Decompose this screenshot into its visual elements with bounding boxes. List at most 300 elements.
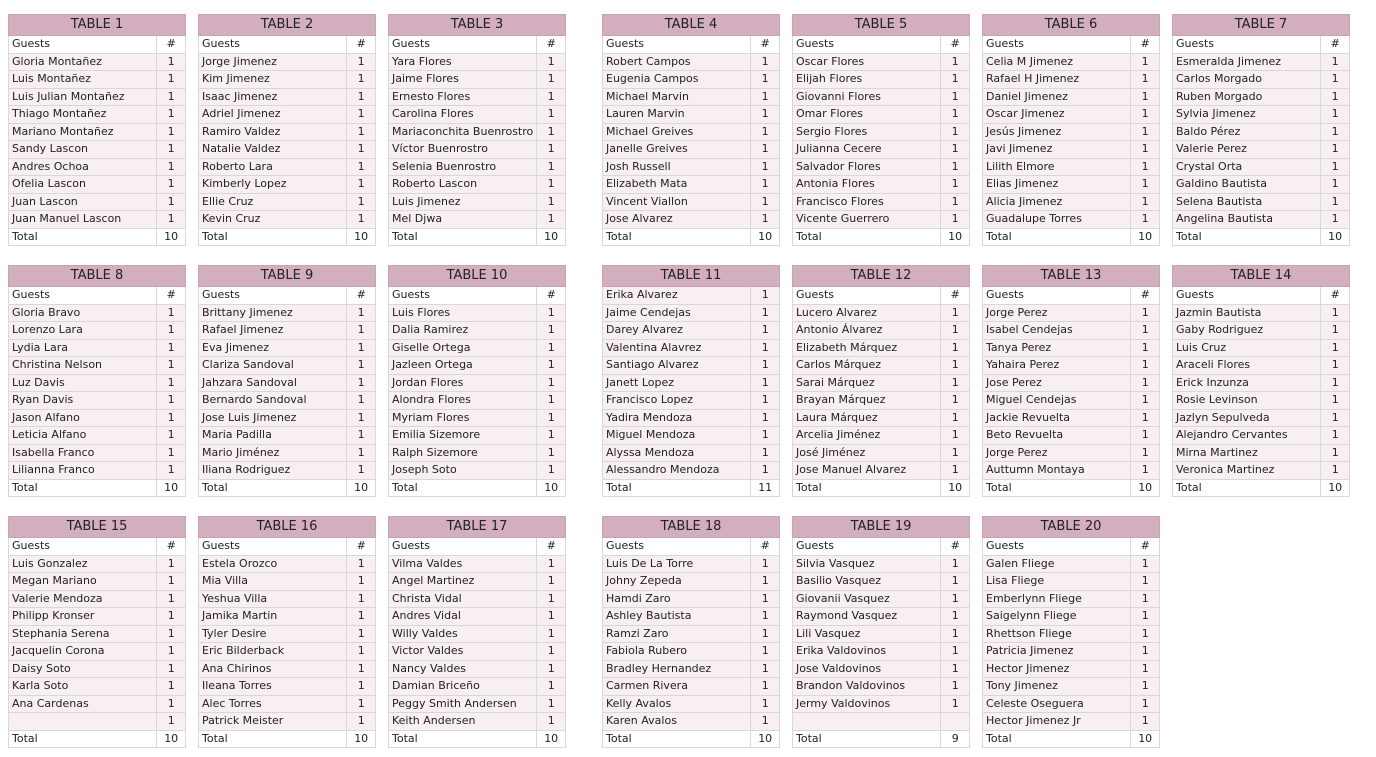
guest-name-cell[interactable]: Sylvia Jimenez xyxy=(1173,106,1321,124)
guest-name-cell[interactable]: Arcelia Jiménez xyxy=(793,427,941,445)
guest-count-cell[interactable]: 10 xyxy=(347,228,376,246)
guest-name-cell[interactable]: Rafael Jimenez xyxy=(199,322,347,340)
guest-count-cell[interactable]: 10 xyxy=(537,730,566,748)
guest-name-cell[interactable]: Sergio Flores xyxy=(793,123,941,141)
guest-count-cell[interactable]: 1 xyxy=(537,427,566,445)
guest-count-cell[interactable]: 1 xyxy=(157,158,186,176)
guest-name-cell[interactable]: Janelle Greives xyxy=(603,141,751,159)
guest-count-cell[interactable]: 1 xyxy=(751,695,780,713)
guest-name-cell[interactable]: Julianna Cecere xyxy=(793,141,941,159)
guest-count-cell[interactable] xyxy=(941,713,970,731)
guest-name-cell[interactable]: Yeshua Villa xyxy=(199,590,347,608)
guest-name-cell[interactable]: Guests xyxy=(389,287,537,305)
guest-name-cell[interactable]: Total xyxy=(603,479,751,497)
guest-name-cell[interactable]: Giovanni Flores xyxy=(793,88,941,106)
guest-name-cell[interactable]: Andres Vidal xyxy=(389,608,537,626)
guest-name-cell[interactable]: Erick Inzunza xyxy=(1173,374,1321,392)
guest-count-cell[interactable]: 1 xyxy=(1321,141,1350,159)
guest-count-cell[interactable]: # xyxy=(1321,287,1350,305)
guest-name-cell[interactable]: Nancy Valdes xyxy=(389,660,537,678)
guest-name-cell[interactable]: Guests xyxy=(1173,287,1321,305)
guest-name-cell[interactable]: Willy Valdes xyxy=(389,625,537,643)
guest-count-cell[interactable]: 1 xyxy=(751,392,780,410)
guest-count-cell[interactable]: 10 xyxy=(1321,228,1350,246)
guest-count-cell[interactable]: 1 xyxy=(347,322,376,340)
guest-count-cell[interactable]: # xyxy=(347,287,376,305)
guest-name-cell[interactable]: Jaime Cendejas xyxy=(603,304,751,322)
guest-name-cell[interactable]: Robert Campos xyxy=(603,53,751,71)
guest-name-cell[interactable]: Lisa Fliege xyxy=(983,573,1131,591)
guest-name-cell[interactable]: Total xyxy=(1173,479,1321,497)
guest-name-cell[interactable]: Carolina Flores xyxy=(389,106,537,124)
guest-count-cell[interactable]: 1 xyxy=(941,374,970,392)
guest-name-cell[interactable]: Daniel Jimenez xyxy=(983,88,1131,106)
guest-count-cell[interactable]: 1 xyxy=(1131,176,1160,194)
guest-count-cell[interactable]: 1 xyxy=(1131,374,1160,392)
guest-name-cell[interactable]: Iliana Rodriguez xyxy=(199,462,347,480)
guest-count-cell[interactable]: 1 xyxy=(1321,211,1350,229)
guest-count-cell[interactable]: 1 xyxy=(1131,713,1160,731)
guest-name-cell[interactable]: Josh Russell xyxy=(603,158,751,176)
guest-name-cell[interactable]: Laura Márquez xyxy=(793,409,941,427)
guest-name-cell[interactable]: Selena Bautista xyxy=(1173,193,1321,211)
guest-count-cell[interactable]: 1 xyxy=(941,573,970,591)
guest-name-cell[interactable]: Guests xyxy=(793,538,941,556)
guest-name-cell[interactable]: Guests xyxy=(199,287,347,305)
guest-count-cell[interactable]: 1 xyxy=(157,193,186,211)
guest-name-cell[interactable]: Guadalupe Torres xyxy=(983,211,1131,229)
guest-name-cell[interactable]: Jackie Revuelta xyxy=(983,409,1131,427)
guest-count-cell[interactable]: 1 xyxy=(157,304,186,322)
guest-name-cell[interactable]: Mirna Martinez xyxy=(1173,444,1321,462)
guest-name-cell[interactable]: Yadira Mendoza xyxy=(603,409,751,427)
guest-count-cell[interactable]: 1 xyxy=(941,304,970,322)
guest-count-cell[interactable]: 1 xyxy=(1321,106,1350,124)
guest-name-cell[interactable]: Lauren Marvin xyxy=(603,106,751,124)
guest-name-cell[interactable]: Saigelynn Fliege xyxy=(983,608,1131,626)
guest-count-cell[interactable]: 1 xyxy=(347,141,376,159)
guest-count-cell[interactable]: 1 xyxy=(1131,339,1160,357)
guest-count-cell[interactable]: 1 xyxy=(157,141,186,159)
guest-count-cell[interactable]: 1 xyxy=(751,678,780,696)
guest-count-cell[interactable]: 1 xyxy=(1321,322,1350,340)
guest-name-cell[interactable]: Total xyxy=(793,479,941,497)
guest-count-cell[interactable]: 1 xyxy=(157,88,186,106)
guest-name-cell[interactable]: Angel Martinez xyxy=(389,573,537,591)
guest-count-cell[interactable]: 1 xyxy=(751,409,780,427)
guest-name-cell[interactable]: Jose Luis Jimenez xyxy=(199,409,347,427)
guest-count-cell[interactable]: 1 xyxy=(537,409,566,427)
guest-name-cell[interactable]: Alec Torres xyxy=(199,695,347,713)
guest-name-cell[interactable]: Erika Alvarez xyxy=(603,287,751,305)
guest-name-cell[interactable]: Victor Valdes xyxy=(389,643,537,661)
guest-count-cell[interactable]: 1 xyxy=(941,608,970,626)
guest-name-cell[interactable]: Stephania Serena xyxy=(9,625,157,643)
guest-count-cell[interactable]: 1 xyxy=(1321,193,1350,211)
guest-count-cell[interactable]: 1 xyxy=(751,106,780,124)
guest-count-cell[interactable]: 10 xyxy=(751,730,780,748)
guest-count-cell[interactable]: 1 xyxy=(941,322,970,340)
guest-count-cell[interactable]: 1 xyxy=(347,427,376,445)
guest-count-cell[interactable]: 1 xyxy=(537,555,566,573)
guest-name-cell[interactable]: Guests xyxy=(603,36,751,54)
guest-name-cell[interactable]: Jose Valdovinos xyxy=(793,660,941,678)
guest-name-cell[interactable]: Darey Alvarez xyxy=(603,322,751,340)
guest-name-cell[interactable]: Santiago Alvarez xyxy=(603,357,751,375)
guest-count-cell[interactable]: 1 xyxy=(751,713,780,731)
guest-count-cell[interactable]: 1 xyxy=(157,444,186,462)
guest-name-cell[interactable]: Oscar Jimenez xyxy=(983,106,1131,124)
guest-count-cell[interactable]: 10 xyxy=(157,228,186,246)
guest-count-cell[interactable]: 1 xyxy=(1131,71,1160,89)
guest-count-cell[interactable]: 1 xyxy=(157,625,186,643)
guest-count-cell[interactable]: 1 xyxy=(941,392,970,410)
guest-name-cell[interactable]: Ryan Davis xyxy=(9,392,157,410)
guest-count-cell[interactable]: 1 xyxy=(1321,158,1350,176)
guest-name-cell[interactable]: Total xyxy=(983,479,1131,497)
guest-count-cell[interactable]: 1 xyxy=(157,713,186,731)
guest-name-cell[interactable]: Jose Alvarez xyxy=(603,211,751,229)
guest-count-cell[interactable]: 1 xyxy=(941,176,970,194)
guest-name-cell[interactable]: Joseph Soto xyxy=(389,462,537,480)
guest-count-cell[interactable]: 10 xyxy=(1131,479,1160,497)
guest-count-cell[interactable]: # xyxy=(157,287,186,305)
guest-name-cell[interactable]: Galen Fliege xyxy=(983,555,1131,573)
guest-name-cell[interactable]: Eric Bilderback xyxy=(199,643,347,661)
guest-name-cell[interactable]: Christina Nelson xyxy=(9,357,157,375)
guest-name-cell[interactable]: Brandon Valdovinos xyxy=(793,678,941,696)
guest-name-cell[interactable]: Raymond Vasquez xyxy=(793,608,941,626)
guest-count-cell[interactable]: 1 xyxy=(751,427,780,445)
guest-count-cell[interactable]: 1 xyxy=(347,211,376,229)
guest-name-cell[interactable]: Leticia Alfano xyxy=(9,427,157,445)
guest-name-cell[interactable]: Alyssa Mendoza xyxy=(603,444,751,462)
guest-count-cell[interactable]: 1 xyxy=(1321,123,1350,141)
guest-name-cell[interactable]: Ellie Cruz xyxy=(199,193,347,211)
guest-count-cell[interactable]: 1 xyxy=(1131,444,1160,462)
guest-name-cell[interactable]: Andres Ochoa xyxy=(9,158,157,176)
guest-name-cell[interactable]: Ernesto Flores xyxy=(389,88,537,106)
guest-count-cell[interactable]: 1 xyxy=(941,71,970,89)
guest-name-cell[interactable]: Ileana Torres xyxy=(199,678,347,696)
guest-count-cell[interactable]: 1 xyxy=(347,573,376,591)
guest-count-cell[interactable]: 1 xyxy=(537,660,566,678)
guest-name-cell[interactable]: Ashley Bautista xyxy=(603,608,751,626)
guest-name-cell[interactable]: Hector Jimenez xyxy=(983,660,1131,678)
guest-count-cell[interactable]: 1 xyxy=(751,88,780,106)
guest-name-cell[interactable]: Gloria Montañez xyxy=(9,53,157,71)
guest-name-cell[interactable]: Alondra Flores xyxy=(389,392,537,410)
guest-name-cell[interactable]: Tanya Perez xyxy=(983,339,1131,357)
guest-name-cell[interactable]: Rafael H Jimenez xyxy=(983,71,1131,89)
guest-name-cell[interactable]: Elias Jimenez xyxy=(983,176,1131,194)
guest-count-cell[interactable]: 1 xyxy=(1321,462,1350,480)
guest-name-cell[interactable]: Oscar Flores xyxy=(793,53,941,71)
guest-name-cell[interactable]: Lorenzo Lara xyxy=(9,322,157,340)
guest-count-cell[interactable]: 1 xyxy=(537,106,566,124)
guest-name-cell[interactable]: Total xyxy=(1173,228,1321,246)
guest-count-cell[interactable]: 1 xyxy=(347,53,376,71)
guest-count-cell[interactable]: 1 xyxy=(1131,409,1160,427)
guest-name-cell[interactable]: Daisy Soto xyxy=(9,660,157,678)
guest-count-cell[interactable]: 1 xyxy=(751,625,780,643)
guest-count-cell[interactable]: 1 xyxy=(941,678,970,696)
guest-count-cell[interactable]: 1 xyxy=(751,462,780,480)
guest-count-cell[interactable]: 1 xyxy=(1131,427,1160,445)
guest-name-cell[interactable]: Mel Djwa xyxy=(389,211,537,229)
guest-count-cell[interactable]: 1 xyxy=(751,357,780,375)
guest-name-cell[interactable]: Jaime Flores xyxy=(389,71,537,89)
guest-name-cell[interactable]: Silvia Vasquez xyxy=(793,555,941,573)
guest-count-cell[interactable]: 1 xyxy=(941,53,970,71)
guest-count-cell[interactable]: # xyxy=(751,538,780,556)
guest-count-cell[interactable]: 1 xyxy=(157,678,186,696)
guest-name-cell[interactable]: Ramiro Valdez xyxy=(199,123,347,141)
guest-count-cell[interactable]: 1 xyxy=(157,374,186,392)
guest-name-cell[interactable]: Juan Manuel Lascon xyxy=(9,211,157,229)
guest-count-cell[interactable]: 10 xyxy=(1321,479,1350,497)
guest-name-cell[interactable]: Rosie Levinson xyxy=(1173,392,1321,410)
guest-name-cell[interactable]: Kimberly Lopez xyxy=(199,176,347,194)
guest-name-cell[interactable]: Guests xyxy=(9,538,157,556)
guest-name-cell[interactable]: Carlos Morgado xyxy=(1173,71,1321,89)
guest-name-cell[interactable]: Guests xyxy=(9,36,157,54)
guest-name-cell[interactable]: Brayan Márquez xyxy=(793,392,941,410)
guest-name-cell[interactable]: Total xyxy=(983,228,1131,246)
guest-name-cell[interactable]: Luis Julian Montañez xyxy=(9,88,157,106)
guest-count-cell[interactable]: 10 xyxy=(941,479,970,497)
guest-name-cell[interactable]: Guests xyxy=(9,287,157,305)
guest-name-cell[interactable]: Víctor Buenrostro xyxy=(389,141,537,159)
guest-name-cell[interactable] xyxy=(793,713,941,731)
guest-name-cell[interactable]: Thiago Montañez xyxy=(9,106,157,124)
guest-count-cell[interactable]: 1 xyxy=(751,322,780,340)
guest-count-cell[interactable]: 1 xyxy=(157,392,186,410)
guest-count-cell[interactable]: 1 xyxy=(347,444,376,462)
guest-count-cell[interactable]: # xyxy=(1131,538,1160,556)
guest-name-cell[interactable]: Brittany Jimenez xyxy=(199,304,347,322)
guest-count-cell[interactable]: 1 xyxy=(157,608,186,626)
guest-count-cell[interactable]: 1 xyxy=(751,176,780,194)
guest-name-cell[interactable]: Total xyxy=(389,228,537,246)
guest-name-cell[interactable]: Keith Andersen xyxy=(389,713,537,731)
guest-name-cell[interactable]: Jason Alfano xyxy=(9,409,157,427)
guest-name-cell[interactable]: Isaac Jimenez xyxy=(199,88,347,106)
guest-name-cell[interactable]: Beto Revuelta xyxy=(983,427,1131,445)
guest-count-cell[interactable]: 1 xyxy=(537,322,566,340)
guest-name-cell[interactable]: Total xyxy=(9,730,157,748)
guest-name-cell[interactable]: Karen Avalos xyxy=(603,713,751,731)
guest-name-cell[interactable]: Valentina Alavrez xyxy=(603,339,751,357)
guest-name-cell[interactable]: Jorge Jimenez xyxy=(199,53,347,71)
guest-count-cell[interactable]: 1 xyxy=(1321,176,1350,194)
guest-name-cell[interactable]: Christa Vidal xyxy=(389,590,537,608)
guest-count-cell[interactable]: 1 xyxy=(347,678,376,696)
guest-name-cell[interactable]: Vilma Valdes xyxy=(389,555,537,573)
guest-count-cell[interactable]: 1 xyxy=(751,339,780,357)
guest-count-cell[interactable]: 1 xyxy=(1321,409,1350,427)
guest-name-cell[interactable]: Rhettson Fliege xyxy=(983,625,1131,643)
guest-count-cell[interactable]: 1 xyxy=(751,211,780,229)
guest-count-cell[interactable]: 1 xyxy=(537,176,566,194)
guest-count-cell[interactable]: # xyxy=(1131,287,1160,305)
guest-name-cell[interactable]: Ana Chirinos xyxy=(199,660,347,678)
guest-name-cell[interactable]: Lilith Elmore xyxy=(983,158,1131,176)
guest-count-cell[interactable]: 1 xyxy=(347,339,376,357)
guest-count-cell[interactable]: 1 xyxy=(1321,374,1350,392)
guest-name-cell[interactable]: Total xyxy=(603,228,751,246)
guest-count-cell[interactable]: 1 xyxy=(751,193,780,211)
guest-count-cell[interactable]: 10 xyxy=(941,228,970,246)
guest-name-cell[interactable]: Carlos Márquez xyxy=(793,357,941,375)
guest-count-cell[interactable]: 1 xyxy=(347,357,376,375)
guest-name-cell[interactable]: Guests xyxy=(389,538,537,556)
guest-name-cell[interactable]: Emilia Sizemore xyxy=(389,427,537,445)
guest-count-cell[interactable]: 1 xyxy=(347,71,376,89)
guest-name-cell[interactable]: Omar Flores xyxy=(793,106,941,124)
guest-name-cell[interactable]: Miguel Cendejas xyxy=(983,392,1131,410)
guest-count-cell[interactable]: 1 xyxy=(1131,462,1160,480)
guest-count-cell[interactable]: 1 xyxy=(1131,322,1160,340)
guest-count-cell[interactable]: 1 xyxy=(537,211,566,229)
guest-name-cell[interactable]: Jermy Valdovinos xyxy=(793,695,941,713)
guest-count-cell[interactable]: 1 xyxy=(941,106,970,124)
guest-count-cell[interactable]: 1 xyxy=(537,678,566,696)
guest-name-cell[interactable]: Guests xyxy=(983,36,1131,54)
guest-count-cell[interactable]: 1 xyxy=(157,176,186,194)
guest-count-cell[interactable]: 1 xyxy=(157,123,186,141)
guest-name-cell[interactable]: Ramzi Zaro xyxy=(603,625,751,643)
guest-count-cell[interactable]: 1 xyxy=(537,357,566,375)
guest-name-cell[interactable]: Javi Jimenez xyxy=(983,141,1131,159)
guest-name-cell[interactable]: Jose Manuel Alvarez xyxy=(793,462,941,480)
guest-name-cell[interactable]: Michael Marvin xyxy=(603,88,751,106)
guest-name-cell[interactable]: Philipp Kronser xyxy=(9,608,157,626)
guest-count-cell[interactable]: 1 xyxy=(537,462,566,480)
guest-count-cell[interactable]: 1 xyxy=(537,304,566,322)
guest-count-cell[interactable]: 1 xyxy=(347,304,376,322)
guest-name-cell[interactable]: Bernardo Sandoval xyxy=(199,392,347,410)
guest-count-cell[interactable]: 1 xyxy=(537,339,566,357)
guest-count-cell[interactable]: # xyxy=(941,538,970,556)
guest-name-cell[interactable]: Luis Cruz xyxy=(1173,339,1321,357)
guest-count-cell[interactable]: 1 xyxy=(347,625,376,643)
guest-name-cell[interactable]: Vincent Viallon xyxy=(603,193,751,211)
guest-name-cell[interactable]: Patricia Jimenez xyxy=(983,643,1131,661)
guest-count-cell[interactable]: 1 xyxy=(1131,357,1160,375)
guest-name-cell[interactable]: Giselle Ortega xyxy=(389,339,537,357)
guest-name-cell[interactable]: Celia M Jimenez xyxy=(983,53,1131,71)
guest-count-cell[interactable]: 1 xyxy=(1131,53,1160,71)
guest-name-cell[interactable]: Guests xyxy=(1173,36,1321,54)
guest-name-cell[interactable]: Valerie Mendoza xyxy=(9,590,157,608)
guest-count-cell[interactable]: 1 xyxy=(1131,678,1160,696)
guest-count-cell[interactable]: 1 xyxy=(157,53,186,71)
guest-count-cell[interactable]: 1 xyxy=(157,322,186,340)
guest-name-cell[interactable]: Giovanii Vasquez xyxy=(793,590,941,608)
guest-name-cell[interactable]: Luis Flores xyxy=(389,304,537,322)
guest-count-cell[interactable]: 1 xyxy=(1131,643,1160,661)
guest-count-cell[interactable]: 1 xyxy=(537,695,566,713)
guest-count-cell[interactable]: 1 xyxy=(537,193,566,211)
guest-name-cell[interactable]: Jose Perez xyxy=(983,374,1131,392)
guest-count-cell[interactable]: 1 xyxy=(347,392,376,410)
guest-name-cell[interactable]: Mario Jiménez xyxy=(199,444,347,462)
guest-name-cell[interactable]: Michael Greives xyxy=(603,123,751,141)
guest-name-cell[interactable]: Lydia Lara xyxy=(9,339,157,357)
guest-count-cell[interactable]: 1 xyxy=(537,88,566,106)
guest-name-cell[interactable]: Janett Lopez xyxy=(603,374,751,392)
guest-name-cell[interactable]: Guests xyxy=(983,287,1131,305)
guest-count-cell[interactable]: # xyxy=(941,287,970,305)
guest-count-cell[interactable]: 1 xyxy=(537,573,566,591)
guest-name-cell[interactable]: Total xyxy=(9,228,157,246)
guest-count-cell[interactable]: 1 xyxy=(1321,357,1350,375)
guest-name-cell[interactable]: Guests xyxy=(793,287,941,305)
guest-name-cell[interactable]: Gaby Rodriguez xyxy=(1173,322,1321,340)
guest-name-cell[interactable]: Jazmin Bautista xyxy=(1173,304,1321,322)
guest-name-cell[interactable]: Jorge Perez xyxy=(983,304,1131,322)
guest-count-cell[interactable]: 1 xyxy=(1131,106,1160,124)
guest-name-cell[interactable]: Yara Flores xyxy=(389,53,537,71)
guest-name-cell[interactable]: Karla Soto xyxy=(9,678,157,696)
guest-name-cell[interactable]: Guests xyxy=(389,36,537,54)
guest-name-cell[interactable]: Roberto Lara xyxy=(199,158,347,176)
guest-count-cell[interactable]: 1 xyxy=(751,660,780,678)
guest-count-cell[interactable]: 1 xyxy=(1131,211,1160,229)
guest-count-cell[interactable]: # xyxy=(157,36,186,54)
guest-name-cell[interactable]: Veronica Martinez xyxy=(1173,462,1321,480)
guest-count-cell[interactable]: 10 xyxy=(537,479,566,497)
guest-count-cell[interactable]: 1 xyxy=(941,590,970,608)
guest-name-cell[interactable]: Alicia Jimenez xyxy=(983,193,1131,211)
guest-name-cell[interactable]: Auttumn Montaya xyxy=(983,462,1131,480)
guest-name-cell[interactable]: Fabiola Rubero xyxy=(603,643,751,661)
guest-name-cell[interactable]: Kim Jimenez xyxy=(199,71,347,89)
guest-count-cell[interactable]: 1 xyxy=(347,695,376,713)
guest-count-cell[interactable]: 1 xyxy=(941,141,970,159)
guest-name-cell[interactable]: Yahaira Perez xyxy=(983,357,1131,375)
guest-name-cell[interactable]: Myriam Flores xyxy=(389,409,537,427)
guest-count-cell[interactable]: 1 xyxy=(157,573,186,591)
guest-count-cell[interactable]: 1 xyxy=(157,643,186,661)
guest-count-cell[interactable]: 1 xyxy=(537,53,566,71)
guest-count-cell[interactable]: 1 xyxy=(157,462,186,480)
guest-name-cell[interactable]: Luz Davis xyxy=(9,374,157,392)
guest-name-cell[interactable]: Tony Jimenez xyxy=(983,678,1131,696)
guest-count-cell[interactable]: # xyxy=(347,36,376,54)
guest-count-cell[interactable]: # xyxy=(1321,36,1350,54)
guest-name-cell[interactable]: José Jiménez xyxy=(793,444,941,462)
guest-count-cell[interactable]: # xyxy=(1131,36,1160,54)
guest-name-cell[interactable]: Luis Gonzalez xyxy=(9,555,157,573)
guest-count-cell[interactable]: 1 xyxy=(347,555,376,573)
guest-name-cell[interactable]: Natalie Valdez xyxy=(199,141,347,159)
guest-count-cell[interactable]: 10 xyxy=(347,730,376,748)
guest-name-cell[interactable]: Mariano Montañez xyxy=(9,123,157,141)
guest-name-cell[interactable]: Galdino Bautista xyxy=(1173,176,1321,194)
guest-name-cell[interactable]: Angelina Bautista xyxy=(1173,211,1321,229)
guest-count-cell[interactable]: 1 xyxy=(751,304,780,322)
guest-count-cell[interactable]: 1 xyxy=(751,643,780,661)
guest-name-cell[interactable]: Vicente Guerrero xyxy=(793,211,941,229)
guest-count-cell[interactable]: 1 xyxy=(537,444,566,462)
guest-name-cell[interactable] xyxy=(9,713,157,731)
guest-name-cell[interactable]: Eva Jimenez xyxy=(199,339,347,357)
guest-name-cell[interactable]: Kevin Cruz xyxy=(199,211,347,229)
guest-count-cell[interactable]: 1 xyxy=(157,357,186,375)
guest-count-cell[interactable]: 1 xyxy=(347,193,376,211)
